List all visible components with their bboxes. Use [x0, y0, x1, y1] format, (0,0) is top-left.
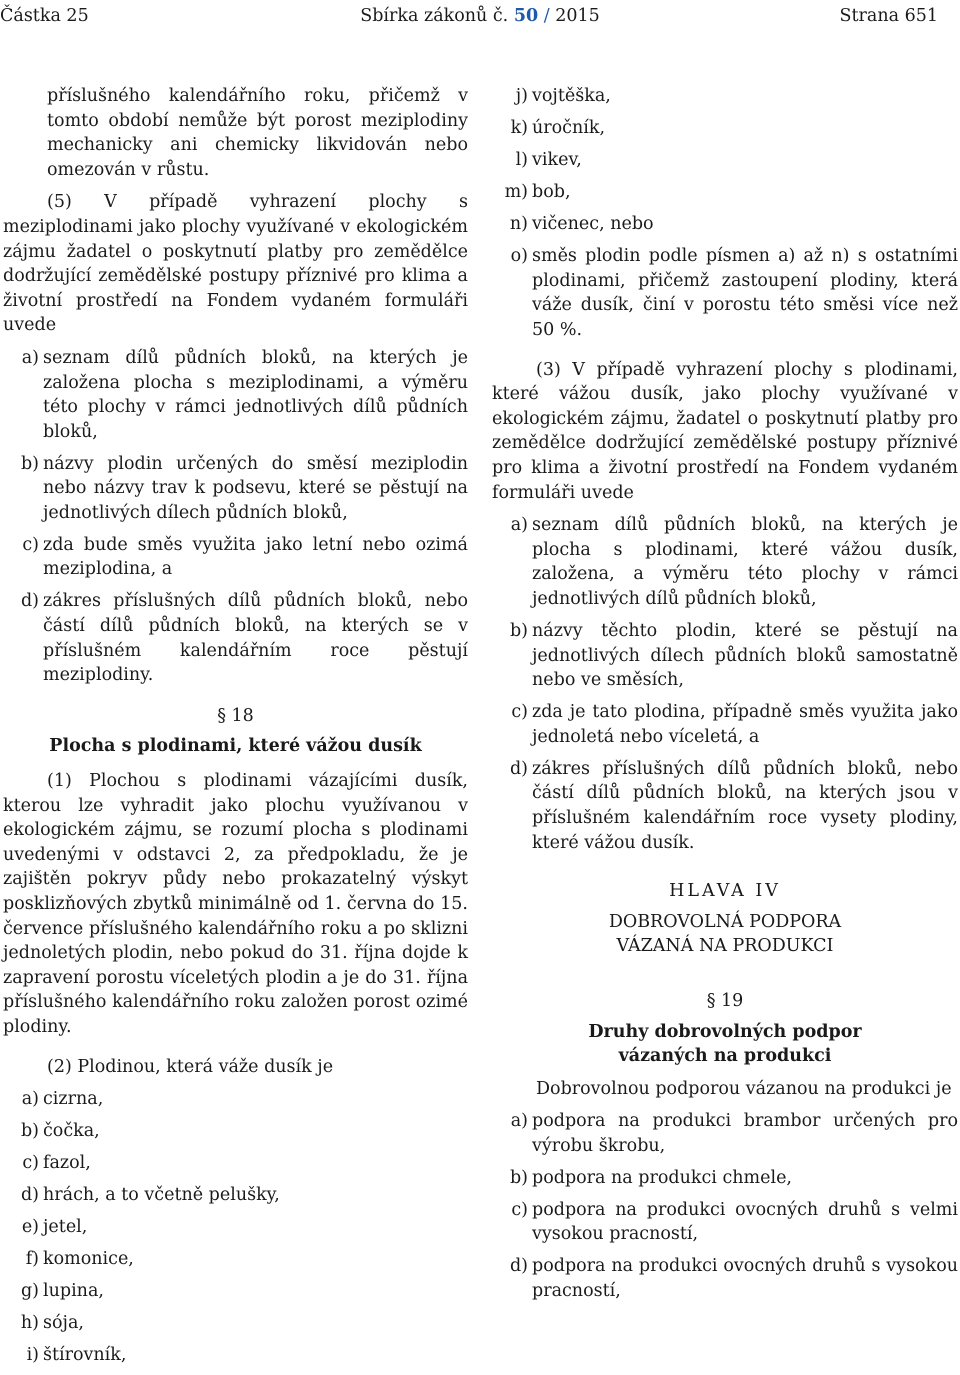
list-item	[492, 1254, 958, 1303]
page-header	[0, 4, 960, 28]
list-item-text: úročník,	[532, 117, 606, 138]
list-item-label: n)	[509, 213, 528, 234]
list-item-label: a)	[510, 515, 528, 536]
header-number: 50	[513, 6, 539, 26]
list-item-text: cizrna,	[43, 1089, 104, 1110]
list-item	[3, 1215, 468, 1240]
list-item-text: zda je tato plodina, případně směs využita jako jednoletá nebo víceletá, a	[532, 702, 958, 747]
header-part: Částka 25	[0, 6, 89, 26]
support-list	[492, 1109, 958, 1303]
list-item-label: c)	[22, 1153, 39, 1174]
list-item-label: m)	[504, 181, 528, 202]
chapter-title-line-1: DOBROVOLNÁ PODPORA	[608, 911, 842, 932]
list-item-text: hrách, a to včetně pelušky,	[43, 1185, 280, 1206]
list-item-label: a)	[21, 1089, 39, 1110]
list-item-text: fazol,	[43, 1153, 91, 1174]
header-collection-label: Sbírka zákonů č.	[360, 6, 509, 26]
list-item	[492, 148, 958, 173]
list-paragraph-3	[492, 513, 958, 855]
list-item-label: a)	[510, 1111, 528, 1132]
list-item-text: podpora na produkci chmele,	[532, 1167, 792, 1188]
left-column	[3, 84, 468, 1375]
list-item	[492, 513, 958, 611]
list-item	[492, 1166, 958, 1191]
list-item-label: b)	[20, 453, 39, 474]
list-item-label: l)	[515, 149, 528, 170]
list-item	[3, 589, 468, 687]
paragraph-2: (2) Plodinou, která váže dusík je	[47, 1056, 334, 1077]
list-item-label: f)	[25, 1249, 39, 1270]
list-item-text: vojtěška,	[532, 86, 611, 106]
section-18-title: Plocha s plodinami, které vážou dusík	[49, 736, 422, 757]
header-separator: /	[543, 6, 550, 26]
list-item	[492, 619, 958, 693]
paragraph-1: (1) Plochou s plodinami vázajícími dusík, kterou lze vyhradit jako plochu využívanou v ekologickém zájmu, se rozumí plocha s plodinami uvedenými v odstavci 2, za předpokladu, že je zajištěn pokryv půdy nebo prokazatelný výskyt posklizňových zbytků minimálně od 1. června do 15. července příslušného kalendářního roku a po sklizni jednoletých plodin, nebo pokud do 31. října dojde k zapravení porostu víceletých plodin a je do 31. října příslušného kalendářního roku založen porost ozimé plodiny.	[3, 771, 468, 1037]
list-item-label: c)	[511, 702, 528, 723]
list-item-text: seznam dílů půdních bloků, na kterých je plocha s plodinami, které vážou dusík, založena, a výměru této plochy v rámci jednotlivých dílů půdních bloků,	[532, 515, 958, 610]
list-item-text: komonice,	[43, 1249, 134, 1270]
list-item	[3, 1087, 468, 1112]
header-collection	[0, 4, 960, 28]
list-item-text: jetel,	[43, 1217, 88, 1238]
list-item-label: i)	[26, 1345, 39, 1366]
list-paragraph-5	[3, 346, 468, 688]
list-item	[492, 212, 958, 237]
list-item-text: podpora na produkci ovocných druhů s velmi vysokou pracností,	[532, 1199, 958, 1245]
list-item-label: b)	[509, 621, 528, 642]
list-item-text: bob,	[532, 181, 571, 202]
list-item	[3, 1343, 468, 1368]
list-item-label: b)	[509, 1167, 528, 1188]
section-19-title-line-1: Druhy dobrovolných podpor	[588, 1021, 862, 1042]
header-year: 2015	[555, 6, 600, 26]
list-item-text: čočka,	[43, 1121, 100, 1142]
list-item-label: b)	[20, 1121, 39, 1142]
list-item-label: e)	[21, 1217, 39, 1238]
list-item	[3, 1247, 468, 1272]
list-item-text: lupina,	[43, 1281, 104, 1302]
list-item-label: d)	[20, 591, 39, 612]
list-item	[492, 1109, 958, 1158]
continued-paragraph: příslušného kalendářního roku, přičemž v tomto období nemůže být porost meziplodiny mechanicky ani chemicky likvidován nebo omezován v růstu.	[47, 86, 468, 180]
list-item	[492, 700, 958, 749]
list-item-text: vikev,	[532, 149, 582, 170]
list-item	[3, 533, 468, 582]
list-item	[3, 1119, 468, 1144]
list-item	[3, 1279, 468, 1304]
paragraph-3: (3) V případě vyhrazení plochy s plodinami, které vážou dusík, jako plochy využívané v ekologickém zájmu, žadatel o poskytnutí platby pro zemědělce dodržující zemědělské postupy příznivé pro klima a životní prostředí na Fondem vydaném formuláři uvede	[492, 359, 958, 503]
list-item-text: názvy těchto plodin, které se pěstují na jednotlivých dílech půdních bloků samostatně nebo ve směsích,	[532, 621, 958, 691]
list-item-text: směs plodin podle písmen a) až n) s ostatními plodinami, přičemž zastoupení plodiny, která váže dusík, činí v porostu této směsi více než 50 %.	[532, 245, 958, 340]
list-item-text: seznam dílů půdních bloků, na kterých je založena plocha s meziplodinami, a výměru této plochy v rámci jednotlivých dílů půdních bloků,	[43, 347, 468, 442]
right-column	[492, 84, 958, 1311]
list-item	[492, 244, 958, 342]
list-item-text: zda bude směs využita jako letní nebo ozimá meziplodina, a	[43, 534, 468, 580]
list-item	[492, 1198, 958, 1247]
chapter-title-line-2: VÁZANÁ NA PRODUKCI	[616, 936, 834, 957]
list-item	[3, 1183, 468, 1208]
list-item-label: c)	[511, 1199, 528, 1220]
list-item-text: názvy plodin určených do směsí meziplodin nebo názvy trav k podsevu, které se pěstují na jednotlivých dílech půdních bloků,	[43, 453, 468, 523]
list-item	[3, 1151, 468, 1176]
list-item-label: j)	[515, 86, 528, 106]
list-item-text: podpora na produkci ovocných druhů s vysokou pracností,	[532, 1256, 958, 1302]
list-item	[492, 84, 958, 109]
section-19-title-line-2: vázaných na produkci	[618, 1046, 832, 1067]
section-18-number: § 18	[217, 705, 254, 726]
list-item-label: h)	[20, 1313, 39, 1334]
chapter-heading: HLAVA IV	[669, 881, 781, 902]
list-item-text: podpora na produkci brambor určených pro výrobu škrobu,	[532, 1111, 958, 1156]
list-item	[3, 1311, 468, 1336]
list-item	[3, 452, 468, 526]
header-page-number: Strana 651	[839, 6, 938, 26]
list-item-label: g)	[20, 1281, 39, 1302]
list-item	[492, 757, 958, 855]
list-item-label: d)	[509, 758, 528, 779]
list-item-text: zákres příslušných dílů půdních bloků, nebo částí dílů půdních bloků, na kterých jsou v příslušném kalendářním roce vysety plodiny, které vážou dusík.	[532, 758, 958, 853]
list-item	[492, 180, 958, 205]
plant-list	[3, 1087, 468, 1367]
list-item-label: d)	[20, 1185, 39, 1206]
plant-list-continued	[492, 84, 958, 342]
list-item-text: štírovník,	[43, 1345, 127, 1366]
section-19-intro: Dobrovolnou podporou vázanou na produkci je	[536, 1078, 952, 1099]
list-item	[492, 116, 958, 141]
paragraph-5: (5) V případě vyhrazení plochy s meziplodinami jako plochy využívané v ekologickém zájmu žadatel o poskytnutí platby pro zemědělce dodržující zemědělské postupy příznivé pro klima a životní prostředí na Fondem vydaném formuláři uvede	[3, 192, 468, 336]
list-item-label: c)	[22, 534, 39, 555]
list-item-text: sója,	[43, 1313, 84, 1334]
list-item-text: zákres příslušných dílů půdních bloků, nebo částí dílů půdních bloků, na kterých se v příslušném kalendářním roce pěstují meziplodiny.	[43, 591, 468, 686]
list-item-text: vičenec, nebo	[532, 213, 654, 234]
list-item-label: d)	[509, 1256, 528, 1277]
section-19-number: § 19	[706, 990, 744, 1011]
list-item-label: a)	[21, 347, 39, 368]
list-item-label: o)	[510, 245, 528, 266]
list-item-label: k)	[510, 117, 528, 138]
list-item	[3, 346, 468, 444]
